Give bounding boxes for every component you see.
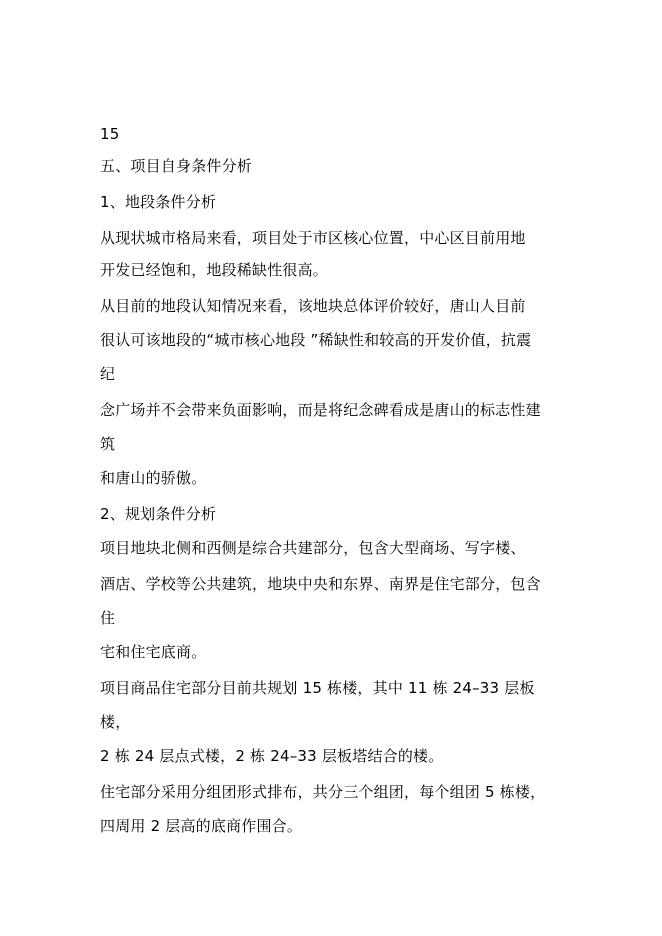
paragraph-line: 住	[100, 609, 116, 627]
paragraph-line: 四周用 2 层高的底商作围合。	[100, 817, 303, 835]
paragraph-line: 楼，	[100, 713, 131, 731]
paragraph-line: 很认可该地段的“城市核心地段 ”稀缺性和较高的开发价值，抗震	[100, 331, 532, 349]
paragraph-line: 筑	[100, 435, 116, 453]
paragraph-line: 从现状城市格局来看，项目处于市区核心位置，中心区目前用地	[100, 229, 526, 247]
section-title: 五、项目自身条件分析	[100, 157, 253, 175]
paragraph-line: 2 栋 24 层点式楼，2 栋 24–33 层板塔结合的楼。	[100, 747, 444, 765]
page-number: 15	[100, 125, 120, 143]
paragraph-line: 念广场并不会带来负面影响，而是将纪念碑看成是唐山的标志性建	[100, 401, 541, 419]
paragraph-line: 住宅部分采用分组团形式排布，共分三个组团，每个组团 5 栋楼，	[100, 783, 546, 801]
paragraph-line: 项目地块北侧和西侧是综合共建部分，包含大型商场、写字楼、	[100, 539, 526, 557]
paragraph-line: 酒店、学校等公共建筑，地块中央和东界、南界是住宅部分，包含	[100, 575, 541, 593]
subsection-2-title: 2、规划条件分析	[100, 505, 217, 523]
paragraph-line: 项目商品住宅部分目前共规划 15 栋楼，其中 11 栋 24–33 层板	[100, 679, 535, 697]
paragraph-line: 开发已经饱和，地段稀缺性很高。	[100, 261, 329, 279]
paragraph-line: 和唐山的骄傲。	[100, 469, 207, 487]
paragraph-line: 从目前的地段认知情况来看，该地块总体评价较好，唐山人目前	[100, 297, 526, 315]
paragraph-line: 纪	[100, 365, 116, 383]
paragraph-line: 宅和住宅底商。	[100, 643, 207, 661]
subsection-1-title: 1、地段条件分析	[100, 193, 217, 211]
